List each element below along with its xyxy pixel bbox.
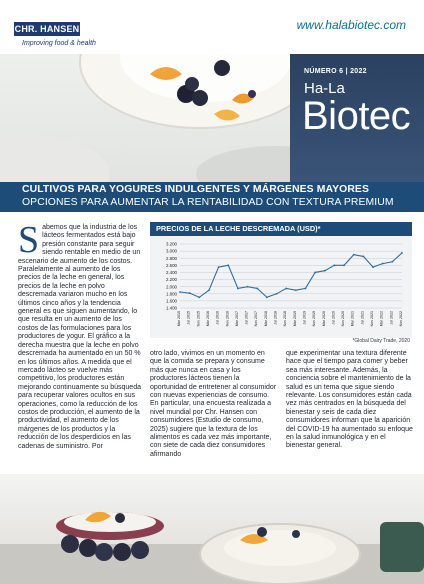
chart-data-point	[285, 288, 287, 290]
chart-y-tick-label: 2.200	[166, 277, 177, 283]
chart-data-point	[227, 264, 229, 266]
chart-x-tick-label: Jul 2022	[389, 311, 394, 325]
chart-series-line	[180, 253, 402, 297]
chart-x-tick-label: Nov 2016	[225, 311, 230, 327]
chart-data-point	[391, 261, 393, 263]
website-link[interactable]: www.halabiotec.com	[296, 18, 406, 32]
headline-title: CULTIVOS PARA YOGURES INDULGENTES Y MÁRGENES MAYORES	[22, 184, 369, 195]
chart-y-tick-label: 1.400	[166, 305, 177, 311]
chart-data-point	[266, 296, 268, 298]
chart-y-tick-label: 1.800	[166, 291, 177, 297]
chart-x-tick-label: Jul 2015	[186, 311, 191, 325]
chart-data-point	[256, 288, 258, 290]
chart-x-tick-label: Nov 2015	[196, 311, 201, 327]
chart-data-point	[314, 272, 316, 274]
chart-y-tick-label: 2.400	[166, 270, 177, 276]
bottom-photo	[0, 474, 424, 584]
chart-x-tick-label: Jul 2019	[302, 311, 307, 325]
chart-data-point	[179, 291, 181, 293]
magazine-title: Biotec	[302, 94, 411, 138]
price-chart	[150, 222, 412, 338]
chart-x-tick-label: Mar 2021	[350, 311, 355, 327]
article-column-left	[18, 219, 144, 451]
chart-data-point	[247, 286, 249, 288]
chart-data-point	[208, 289, 210, 291]
headline-subtitle: OPCIONES PARA AUMENTAR LA RENTABILIDAD CON TEXTURA PREMIUM	[22, 197, 394, 208]
chart-data-point	[343, 264, 345, 266]
chart-x-tick-label: Mar 2017	[234, 311, 239, 327]
chart-x-tick-label: Nov 2021	[370, 311, 375, 327]
chart-data-point	[382, 263, 384, 265]
chart-data-point	[372, 266, 374, 268]
chart-source: *Global Dairy Trade, 2020	[352, 338, 410, 344]
chart-data-point	[237, 288, 239, 290]
chart-y-tick-label: 2.800	[166, 255, 177, 261]
chart-data-point	[324, 270, 326, 272]
chart-y-tick-label: 3.000	[166, 248, 177, 254]
chart-x-tick-label: Jul 2018	[273, 311, 278, 325]
brand-logo: CHR. HANSEN	[14, 24, 80, 34]
chart-x-tick-label: Mar 2016	[205, 311, 210, 327]
chart-y-tick-label: 1.600	[166, 298, 177, 304]
chart-x-tick-label: Nov 2017	[254, 311, 259, 327]
chart-x-tick-label: Mar 2019	[292, 311, 297, 327]
chart-x-tick-label: Nov 2022	[399, 311, 403, 327]
chart-data-point	[295, 289, 297, 291]
chart-x-tick-label: Mar 2022	[379, 311, 384, 327]
chart-data-point	[401, 252, 403, 254]
chart-y-tick-label: 2.000	[166, 284, 177, 290]
chart-x-tick-label: Mar 2015	[177, 311, 181, 327]
article-column-right: que experimentar una textura diferente hace que el tiempo para comer y beber sea más interesante. Además, la conciencia sobre el mantenimiento de la salud es un tema que sigue siendo relevante. Los consumidores están cada vez más centrados en la búsqueda del bienestar y seis de cada diez consumidores informan que la aparición del COVID-19 ha aumentado su enfoque en la salud inmunológica y en el bienestar general.	[286, 350, 413, 450]
chart-x-tick-label: Jul 2016	[215, 311, 220, 325]
chart-data-point	[353, 254, 355, 256]
brand-tagline: Improving food & health	[22, 40, 96, 47]
chart-x-tick-label: Mar 2018	[263, 311, 268, 327]
chart-y-tick-label: 3.200	[166, 241, 177, 247]
chart-x-tick-label: Nov 2020	[341, 311, 346, 327]
article-text-left: abemos que la industria de los lácteos fermentados está bajo presión constante para seguir siendo rentable en medio de un escenario de aumento de los costos. Paralelamente al aumento de los precios de la leche en general, los precios de la leche en polvo descremada variaron mucho en los últimos cinco años y la tendencia general es que siguen aumentando, lo que resulta en un aumento de los costos de las formulaciones para los productores de yogur. El gráfico a la derecha muestra que la leche en polvo descremada ha aumentado en un 50 % en los últimos años. A medida que el mercado lácteo se vuelve más competitivo, los productores están mejorando continuamente su búsqueda para recuperar valores ocultos en sus operaciones, como la reducción de los costos de producción, el aumento de la productividad, el aumento de los márgenes de los productos y la reducción de los desperdicios en las cadenas de suministro. Por	[18, 224, 141, 450]
chart-x-tick-label: Jul 2017	[244, 311, 249, 325]
chart-x-tick-label: Jul 2020	[331, 311, 336, 325]
chart-data-point	[305, 288, 307, 290]
chart-x-tick-label: Nov 2019	[312, 311, 317, 327]
chart-data-point	[189, 292, 191, 294]
chart-x-tick-label: Mar 2020	[321, 311, 326, 327]
chart-y-tick-label: 2.600	[166, 262, 177, 268]
issue-number: NÚMERO 6 | 2022	[304, 68, 367, 75]
chart-x-tick-label: Jul 2021	[360, 311, 365, 325]
chart-data-point	[276, 293, 278, 295]
chart-data-point	[362, 256, 364, 258]
article-column-middle: otro lado, vivimos en un momento en que la comida se prepara y consume más que nunca en casa y los productores lácteos tienen la oportunidad de entretener al consumidor con nuevas experiencias de consumo. En particular, una encuesta realizada a nivel mundial por Chr. Hansen con consumidores (Estudio de consumo, 2025) sugiere que la textura de los alimentos es cada vez más importante, con siete de cada diez consumidores afirmando	[150, 350, 277, 458]
chart-x-tick-label: Nov 2018	[283, 311, 288, 327]
chart-plot	[150, 236, 412, 338]
chart-title: PRECIOS DE LA LECHE DESCREMADA (USD)*	[156, 224, 321, 233]
chart-data-point	[218, 266, 220, 268]
chart-data-point	[198, 296, 200, 298]
issue-masthead	[290, 54, 424, 182]
chart-data-point	[334, 264, 336, 266]
drop-cap: S	[18, 219, 40, 261]
magazine-prefix: Ha-La	[304, 80, 345, 97]
